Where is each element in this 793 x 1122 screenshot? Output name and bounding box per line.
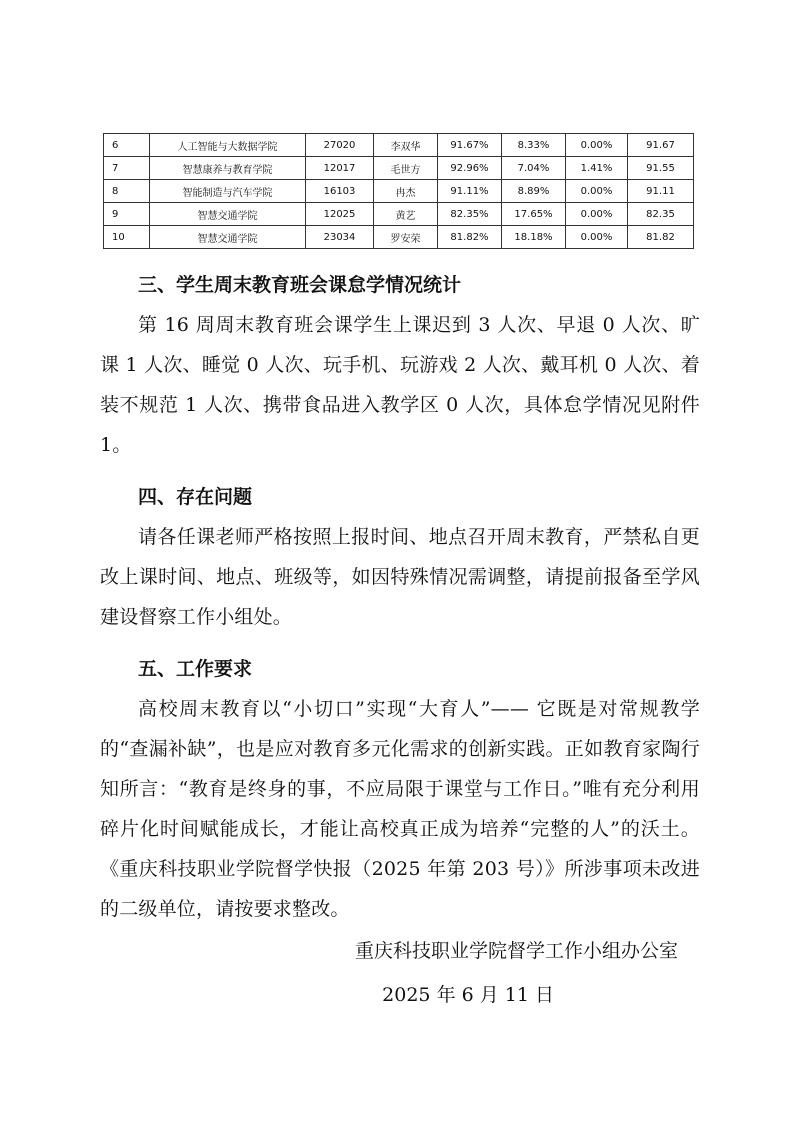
section5-body: 高校周末教育以“小切口”实现“大育人”—— 它既是对常规教学的“查漏补缺”，也是应对教育多元化需求的创新实践。正如教育家陶行知所言：“教育是终身的事，不应局限于课堂与工作日。”唯有充分利用碎片化时间赋能成长，才能让高校真正成为培养“完整的人”的沃土。《重庆科技职业学院督学快报（2025 年第 203 号）》所涉事项未改进的二级单位，请按要求整改。 — [100, 698, 700, 920]
cell-late-rate: 8.33% — [502, 134, 566, 157]
stats-table-body — [104, 134, 694, 249]
cell-score: 81.82 — [628, 226, 694, 249]
table-row — [104, 180, 694, 203]
cell-score: 91.67 — [628, 134, 694, 157]
cell-attendance-rate: 91.67% — [438, 134, 502, 157]
section5-heading: 五、工作要求 — [138, 658, 253, 680]
signature-org: 重庆科技职业学院督学工作小组办公室 — [354, 940, 678, 962]
table-row — [104, 203, 694, 226]
cell-teacher-name: 罗安荣 — [374, 226, 438, 249]
stats-table-container — [103, 133, 693, 249]
cell-score: 91.11 — [628, 180, 694, 203]
cell-college-name: 人工智能与大数据学院 — [150, 134, 306, 157]
attendance-stats-table — [103, 133, 694, 249]
cell-teacher-name: 冉杰 — [374, 180, 438, 203]
cell-row-number: 7 — [104, 157, 150, 180]
cell-attendance-rate: 82.35% — [438, 203, 502, 226]
cell-teacher-name: 黄艺 — [374, 203, 438, 226]
cell-row-number: 10 — [104, 226, 150, 249]
cell-college-name: 智能制造与汽车学院 — [150, 180, 306, 203]
cell-attendance-rate: 81.82% — [438, 226, 502, 249]
cell-teacher-name: 李双华 — [374, 134, 438, 157]
cell-score: 91.55 — [628, 157, 694, 180]
cell-absent-rate: 0.00% — [566, 134, 628, 157]
cell-attendance-rate: 92.96% — [438, 157, 502, 180]
cell-absent-rate: 1.41% — [566, 157, 628, 180]
cell-college-name: 智慧交通学院 — [150, 203, 306, 226]
cell-college-name: 智慧交通学院 — [150, 226, 306, 249]
table-row — [104, 157, 694, 180]
table-row — [104, 134, 694, 157]
document-body — [100, 265, 700, 1017]
cell-row-number: 8 — [104, 180, 150, 203]
cell-score: 82.35 — [628, 203, 694, 226]
cell-absent-rate: 0.00% — [566, 180, 628, 203]
cell-absent-rate: 0.00% — [566, 203, 628, 226]
cell-late-rate: 18.18% — [502, 226, 566, 249]
cell-college-name: 智慧康养与教育学院 — [150, 157, 306, 180]
cell-teacher-name: 毛世方 — [374, 157, 438, 180]
cell-row-number: 9 — [104, 203, 150, 226]
cell-late-rate: 7.04% — [502, 157, 566, 180]
cell-class-id: 16103 — [306, 180, 374, 203]
cell-row-number: 6 — [104, 134, 150, 157]
cell-absent-rate: 0.00% — [566, 226, 628, 249]
cell-late-rate: 8.89% — [502, 180, 566, 203]
section4-heading: 四、存在问题 — [138, 486, 253, 508]
section3-heading: 三、学生周末教育班会课怠学情况统计 — [138, 274, 462, 296]
cell-late-rate: 17.65% — [502, 203, 566, 226]
cell-class-id: 27020 — [306, 134, 374, 157]
cell-class-id: 23034 — [306, 226, 374, 249]
signature-date: 2025 年 6 月 11 日 — [382, 984, 554, 1006]
section4-body: 请各任课老师严格按照上报时间、地点召开周末教育，严禁私自更改上课时间、地点、班级等，如因特殊情况需调整，请提前报备至学风建设督察工作小组处。 — [100, 526, 700, 628]
cell-class-id: 12025 — [306, 203, 374, 226]
cell-attendance-rate: 91.11% — [438, 180, 502, 203]
table-row — [104, 226, 694, 249]
section3-body: 第 16 周周末教育班会课学生上课迟到 3 人次、早退 0 人次、旷课 1 人次、睡觉 0 人次、玩手机、玩游戏 2 人次、戴耳机 0 人次、着装不规范 1 人次、携带食品进入教学区 0 人次，具体怠学情况见附件 1。 — [100, 314, 700, 456]
cell-class-id: 12017 — [306, 157, 374, 180]
